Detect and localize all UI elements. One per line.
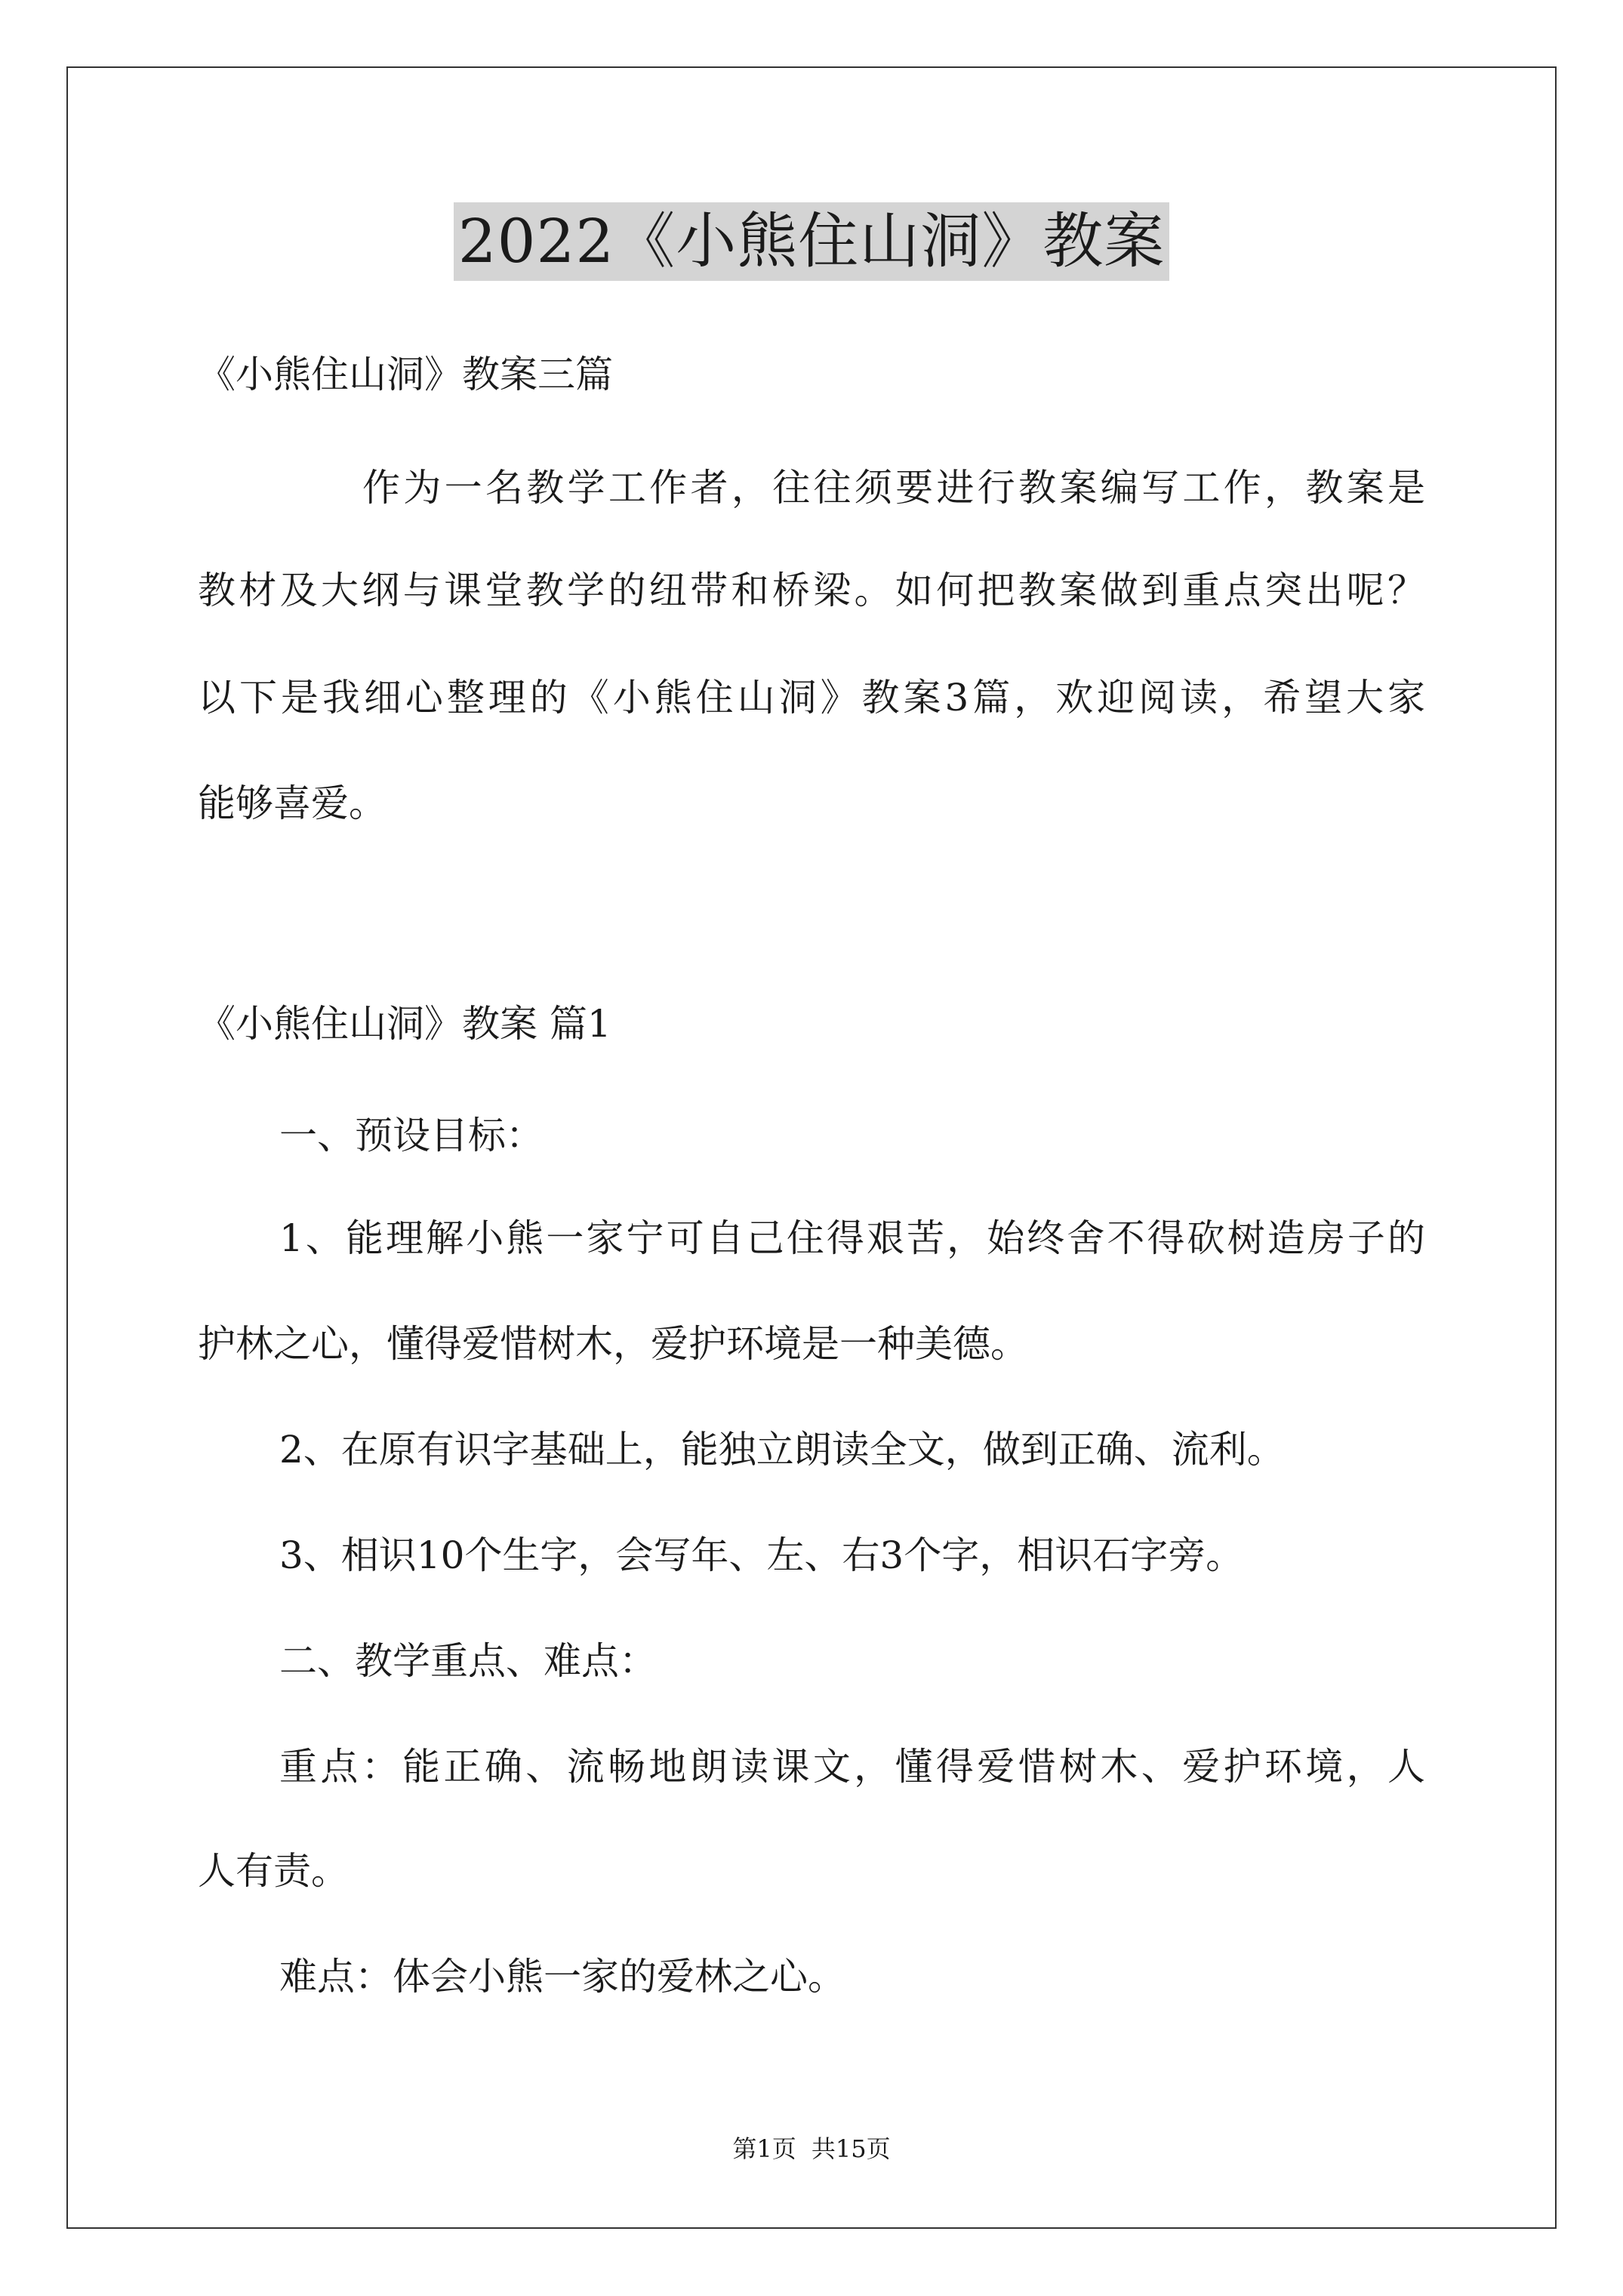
intro-paragraph-line-2: 教材及大纲与课堂教学的纽带和桥梁。如何把教案做到重点突出呢？	[198, 569, 1425, 612]
body-line-5: 3、相识10个生字，会写年、左、右3个字，相识石字旁。	[279, 1533, 1244, 1577]
body-line-3: 护林之心，懂得爱惜树木，爱护环境是一种美德。	[198, 1322, 1028, 1366]
body-line-1: 一、预设目标：	[279, 1114, 544, 1157]
intro-paragraph-line-4: 能够喜爱。	[198, 781, 387, 825]
title-container	[0, 202, 1623, 281]
body-line-7: 重点：能正确、流畅地朗读课文，懂得爱惜树木、爱护环境，人	[279, 1745, 1425, 1789]
body-line-6: 二、教学重点、难点：	[279, 1639, 657, 1683]
section-heading: 《小熊住山洞》教案 篇1	[198, 1002, 611, 1046]
document-title: 2022《小熊住山洞》教案	[454, 202, 1170, 281]
body-line-8: 人有责。	[198, 1849, 349, 1893]
body-line-4: 2、在原有识字基础上，能独立朗读全文，做到正确、流利。	[279, 1428, 1285, 1472]
body-line-2: 1、能理解小熊一家宁可自己住得艰苦，始终舍不得砍树造房子的	[279, 1216, 1425, 1260]
body-line-9: 难点：体会小熊一家的爱林之心。	[279, 1955, 845, 1999]
page-footer: 第1页 共15页	[732, 2134, 891, 2163]
intro-paragraph-line-1: 作为一名教学工作者，往往须要进行教案编写工作，教案是	[362, 466, 1425, 510]
intro-paragraph-line-3: 以下是我细心整理的《小熊住山洞》教案3篇，欢迎阅读，希望大家	[198, 676, 1425, 720]
document-subtitle: 《小熊住山洞》教案三篇	[198, 353, 613, 396]
